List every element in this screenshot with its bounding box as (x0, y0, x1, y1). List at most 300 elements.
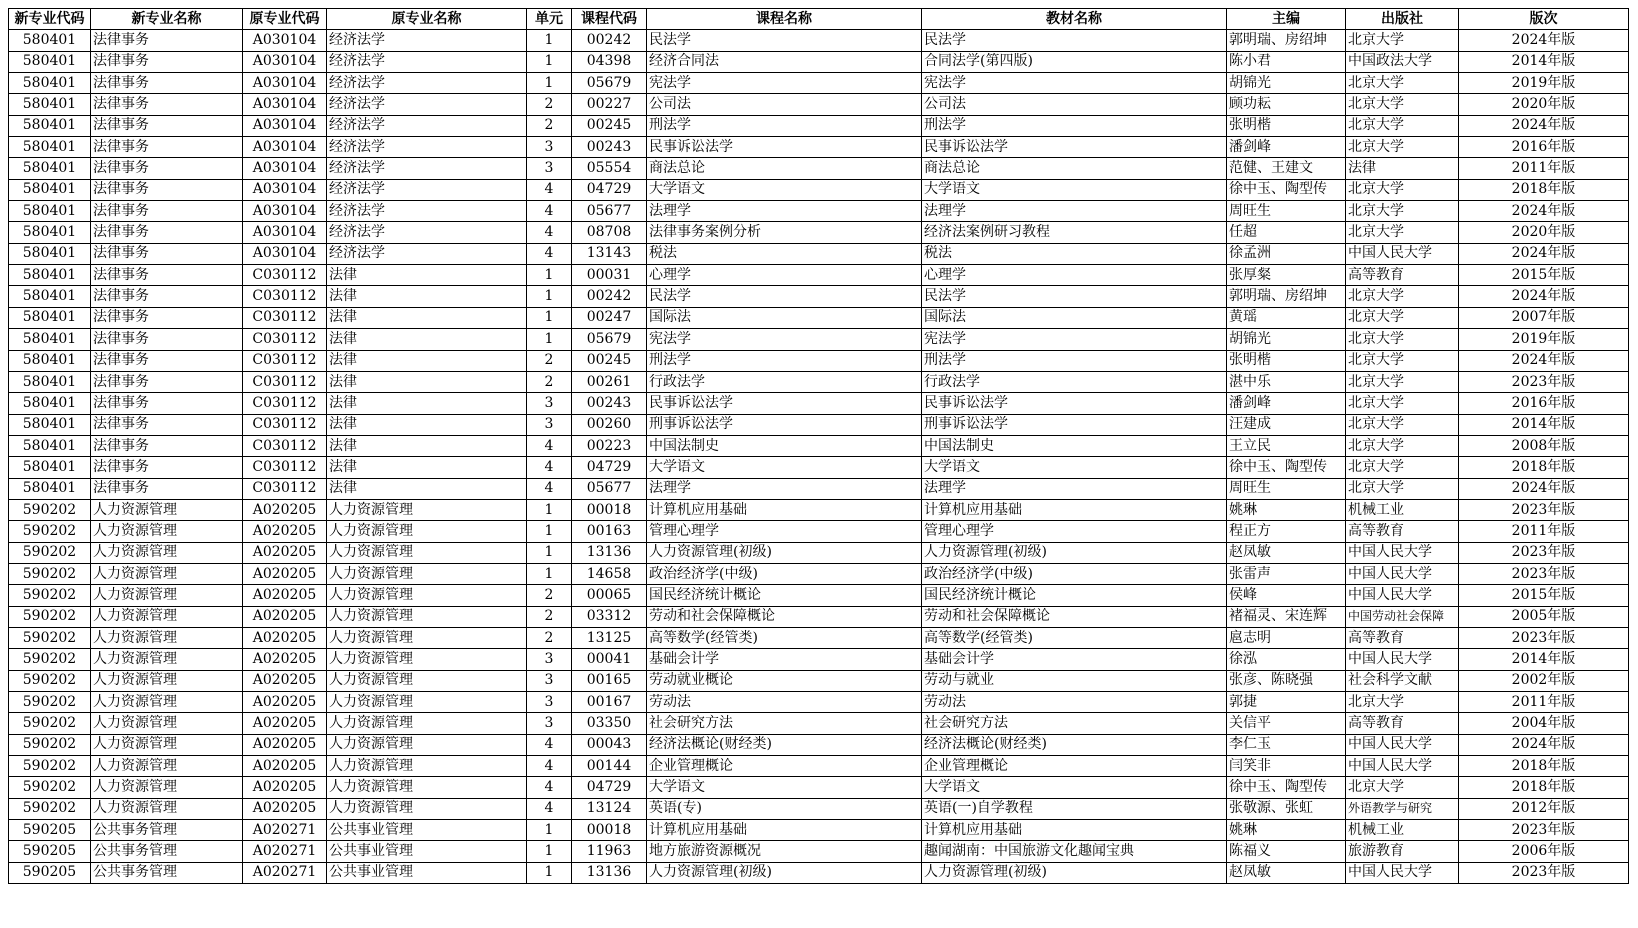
cell-new-major-code: 590202 (9, 734, 91, 755)
cell-publisher: 中国人民大学 (1346, 542, 1459, 563)
cell-new-major-name: 人力资源管理 (91, 734, 243, 755)
cell-course-code: 05679 (572, 73, 647, 94)
cell-old-major-code: A030104 (243, 158, 327, 179)
cell-course-code: 13143 (572, 243, 647, 264)
cell-textbook-name: 中国法制史 (922, 435, 1227, 456)
table-row (9, 820, 1629, 841)
cell-edition: 2024年版 (1459, 478, 1629, 499)
cell-old-major-code: A020205 (243, 585, 327, 606)
cell-course-name: 管理心理学 (647, 521, 922, 542)
cell-edition: 2018年版 (1459, 179, 1629, 200)
cell-course-name: 人力资源管理(初级) (647, 862, 922, 883)
cell-old-major-code: A020205 (243, 692, 327, 713)
cell-editor: 胡锦光 (1227, 73, 1346, 94)
cell-textbook-name: 劳动与就业 (922, 670, 1227, 691)
cell-new-major-code: 580401 (9, 30, 91, 51)
cell-textbook-name: 国际法 (922, 307, 1227, 328)
cell-textbook-name: 民事诉讼法学 (922, 137, 1227, 158)
cell-unit: 3 (527, 137, 572, 158)
cell-textbook-name: 计算机应用基础 (922, 499, 1227, 520)
cell-edition: 2019年版 (1459, 329, 1629, 350)
cell-textbook-name: 企业管理概论 (922, 756, 1227, 777)
table-row (9, 478, 1629, 499)
cell-textbook-name: 民法学 (922, 30, 1227, 51)
cell-textbook-name: 公司法 (922, 94, 1227, 115)
cell-edition: 2004年版 (1459, 713, 1629, 734)
cell-textbook-name: 高等数学(经管类) (922, 627, 1227, 648)
cell-unit: 1 (527, 563, 572, 584)
cell-course-name: 大学语文 (647, 179, 922, 200)
cell-unit: 1 (527, 820, 572, 841)
cell-old-major-code: C030112 (243, 329, 327, 350)
cell-editor: 任超 (1227, 222, 1346, 243)
cell-unit: 2 (527, 94, 572, 115)
cell-unit: 1 (527, 265, 572, 286)
cell-new-major-code: 590202 (9, 798, 91, 819)
cell-new-major-code: 590202 (9, 563, 91, 584)
cell-old-major-code: C030112 (243, 457, 327, 478)
cell-publisher: 北京大学 (1346, 94, 1459, 115)
cell-new-major-code: 580401 (9, 265, 91, 286)
cell-editor: 周旺生 (1227, 478, 1346, 499)
cell-new-major-code: 580401 (9, 393, 91, 414)
table-row (9, 158, 1629, 179)
cell-unit: 1 (527, 499, 572, 520)
cell-new-major-code: 590205 (9, 862, 91, 883)
column-header-old-major-name: 原专业名称 (327, 9, 527, 30)
cell-course-name: 政治经济学(中级) (647, 563, 922, 584)
cell-course-name: 刑法学 (647, 350, 922, 371)
cell-old-major-code: C030112 (243, 371, 327, 392)
cell-course-code: 00018 (572, 499, 647, 520)
cell-editor: 张雷声 (1227, 563, 1346, 584)
cell-unit: 1 (527, 30, 572, 51)
cell-unit: 1 (527, 542, 572, 563)
cell-new-major-code: 580401 (9, 73, 91, 94)
cell-publisher: 北京大学 (1346, 307, 1459, 328)
cell-unit: 3 (527, 649, 572, 670)
cell-new-major-name: 人力资源管理 (91, 499, 243, 520)
cell-edition: 2002年版 (1459, 670, 1629, 691)
cell-edition: 2023年版 (1459, 862, 1629, 883)
cell-unit: 1 (527, 73, 572, 94)
cell-course-name: 税法 (647, 243, 922, 264)
cell-edition: 2024年版 (1459, 30, 1629, 51)
cell-edition: 2012年版 (1459, 798, 1629, 819)
cell-old-major-code: A020205 (243, 777, 327, 798)
cell-old-major-name: 法律 (327, 286, 527, 307)
cell-new-major-name: 法律事务 (91, 115, 243, 136)
cell-editor: 顾功耘 (1227, 94, 1346, 115)
table-row (9, 414, 1629, 435)
cell-unit: 2 (527, 627, 572, 648)
cell-unit: 3 (527, 713, 572, 734)
cell-old-major-name: 人力资源管理 (327, 734, 527, 755)
cell-edition: 2023年版 (1459, 499, 1629, 520)
cell-old-major-name: 法律 (327, 329, 527, 350)
cell-course-code: 04729 (572, 457, 647, 478)
cell-editor: 徐泓 (1227, 649, 1346, 670)
cell-course-code: 00223 (572, 435, 647, 456)
table-row (9, 350, 1629, 371)
cell-new-major-name: 人力资源管理 (91, 542, 243, 563)
cell-course-code: 00243 (572, 137, 647, 158)
cell-unit: 3 (527, 692, 572, 713)
table-row (9, 329, 1629, 350)
cell-course-code: 00245 (572, 115, 647, 136)
column-header-publisher: 出版社 (1346, 9, 1459, 30)
cell-old-major-code: A030104 (243, 73, 327, 94)
cell-old-major-code: C030112 (243, 435, 327, 456)
column-header-old-major-code: 原专业代码 (243, 9, 327, 30)
cell-new-major-name: 法律事务 (91, 51, 243, 72)
cell-new-major-code: 580401 (9, 51, 91, 72)
table-row (9, 307, 1629, 328)
cell-textbook-name: 刑法学 (922, 350, 1227, 371)
cell-publisher: 机械工业 (1346, 820, 1459, 841)
cell-new-major-code: 580401 (9, 350, 91, 371)
cell-editor: 闫笑非 (1227, 756, 1346, 777)
cell-course-name: 心理学 (647, 265, 922, 286)
table-row (9, 435, 1629, 456)
cell-unit: 2 (527, 115, 572, 136)
cell-unit: 4 (527, 179, 572, 200)
cell-course-name: 基础会计学 (647, 649, 922, 670)
cell-editor: 侯峰 (1227, 585, 1346, 606)
cell-publisher: 中国人民大学 (1346, 756, 1459, 777)
cell-editor: 赵凤敏 (1227, 862, 1346, 883)
cell-unit: 4 (527, 243, 572, 264)
cell-course-code: 03312 (572, 606, 647, 627)
cell-unit: 4 (527, 457, 572, 478)
cell-new-major-code: 580401 (9, 435, 91, 456)
cell-course-code: 00243 (572, 393, 647, 414)
cell-old-major-code: C030112 (243, 307, 327, 328)
cell-new-major-name: 人力资源管理 (91, 713, 243, 734)
cell-unit: 2 (527, 585, 572, 606)
cell-publisher: 高等教育 (1346, 713, 1459, 734)
cell-course-code: 00041 (572, 649, 647, 670)
cell-new-major-name: 人力资源管理 (91, 585, 243, 606)
cell-course-name: 大学语文 (647, 457, 922, 478)
cell-editor: 李仁玉 (1227, 734, 1346, 755)
table-row (9, 542, 1629, 563)
cell-publisher: 北京大学 (1346, 201, 1459, 222)
column-header-course-code: 课程代码 (572, 9, 647, 30)
cell-new-major-code: 590202 (9, 585, 91, 606)
table-row (9, 649, 1629, 670)
cell-old-major-name: 法律 (327, 265, 527, 286)
cell-publisher: 北京大学 (1346, 30, 1459, 51)
cell-edition: 2005年版 (1459, 606, 1629, 627)
cell-old-major-name: 经济法学 (327, 94, 527, 115)
cell-publisher: 北京大学 (1346, 115, 1459, 136)
cell-new-major-code: 590202 (9, 777, 91, 798)
table-row (9, 222, 1629, 243)
cell-old-major-code: A030104 (243, 243, 327, 264)
cell-unit: 3 (527, 158, 572, 179)
cell-old-major-code: A030104 (243, 201, 327, 222)
cell-old-major-name: 人力资源管理 (327, 499, 527, 520)
cell-old-major-name: 法律 (327, 478, 527, 499)
cell-textbook-name: 基础会计学 (922, 649, 1227, 670)
cell-old-major-name: 人力资源管理 (327, 542, 527, 563)
cell-new-major-name: 法律事务 (91, 73, 243, 94)
cell-unit: 1 (527, 329, 572, 350)
cell-course-name: 高等数学(经管类) (647, 627, 922, 648)
cell-old-major-name: 人力资源管理 (327, 777, 527, 798)
cell-old-major-code: A020205 (243, 798, 327, 819)
cell-course-name: 民法学 (647, 30, 922, 51)
cell-editor: 张厚粲 (1227, 265, 1346, 286)
cell-textbook-name: 大学语文 (922, 777, 1227, 798)
cell-course-name: 行政法学 (647, 371, 922, 392)
cell-edition: 2014年版 (1459, 51, 1629, 72)
cell-editor: 汪建成 (1227, 414, 1346, 435)
cell-new-major-name: 法律事务 (91, 94, 243, 115)
cell-course-code: 03350 (572, 713, 647, 734)
cell-editor: 王立民 (1227, 435, 1346, 456)
cell-new-major-code: 580401 (9, 243, 91, 264)
cell-old-major-code: A020205 (243, 542, 327, 563)
cell-old-major-name: 经济法学 (327, 243, 527, 264)
cell-old-major-name: 公共事业管理 (327, 820, 527, 841)
cell-old-major-name: 经济法学 (327, 30, 527, 51)
table-row (9, 670, 1629, 691)
cell-new-major-name: 人力资源管理 (91, 649, 243, 670)
cell-course-code: 00065 (572, 585, 647, 606)
cell-textbook-name: 经济法案例研习教程 (922, 222, 1227, 243)
table-row (9, 243, 1629, 264)
cell-course-name: 英语(专) (647, 798, 922, 819)
cell-new-major-code: 590202 (9, 521, 91, 542)
cell-old-major-code: A030104 (243, 30, 327, 51)
column-header-new-major-name: 新专业名称 (91, 9, 243, 30)
cell-new-major-name: 法律事务 (91, 457, 243, 478)
cell-new-major-code: 580401 (9, 329, 91, 350)
cell-textbook-name: 人力资源管理(初级) (922, 542, 1227, 563)
table-row (9, 201, 1629, 222)
cell-old-major-code: A020205 (243, 713, 327, 734)
cell-course-name: 宪法学 (647, 329, 922, 350)
cell-new-major-code: 590202 (9, 627, 91, 648)
cell-publisher: 北京大学 (1346, 137, 1459, 158)
cell-textbook-name: 民事诉讼法学 (922, 393, 1227, 414)
cell-textbook-name: 英语(一)自学教程 (922, 798, 1227, 819)
cell-edition: 2019年版 (1459, 73, 1629, 94)
cell-course-code: 05677 (572, 478, 647, 499)
cell-publisher: 高等教育 (1346, 521, 1459, 542)
cell-old-major-code: C030112 (243, 478, 327, 499)
cell-old-major-code: A020205 (243, 499, 327, 520)
column-header-editor: 主编 (1227, 9, 1346, 30)
cell-new-major-name: 法律事务 (91, 179, 243, 200)
cell-old-major-code: A030104 (243, 179, 327, 200)
cell-new-major-code: 580401 (9, 371, 91, 392)
cell-course-name: 公司法 (647, 94, 922, 115)
cell-old-major-name: 经济法学 (327, 137, 527, 158)
cell-old-major-name: 法律 (327, 307, 527, 328)
cell-course-name: 民事诉讼法学 (647, 137, 922, 158)
cell-publisher: 外语教学与研究 (1346, 798, 1459, 819)
cell-course-code: 13136 (572, 862, 647, 883)
cell-unit: 4 (527, 756, 572, 777)
cell-course-name: 人力资源管理(初级) (647, 542, 922, 563)
cell-course-code: 05677 (572, 201, 647, 222)
cell-old-major-name: 经济法学 (327, 51, 527, 72)
cell-old-major-name: 人力资源管理 (327, 798, 527, 819)
cell-old-major-code: C030112 (243, 265, 327, 286)
table-row (9, 94, 1629, 115)
table-row (9, 137, 1629, 158)
cell-course-code: 00144 (572, 756, 647, 777)
cell-publisher: 机械工业 (1346, 499, 1459, 520)
table-row (9, 563, 1629, 584)
cell-old-major-name: 人力资源管理 (327, 606, 527, 627)
cell-editor: 张明楷 (1227, 115, 1346, 136)
cell-editor: 郭明瑞、房绍坤 (1227, 286, 1346, 307)
cell-old-major-name: 公共事业管理 (327, 862, 527, 883)
cell-course-code: 00261 (572, 371, 647, 392)
table-row (9, 457, 1629, 478)
cell-textbook-name: 合同法学(第四版) (922, 51, 1227, 72)
cell-old-major-name: 经济法学 (327, 115, 527, 136)
cell-edition: 2020年版 (1459, 222, 1629, 243)
cell-publisher: 北京大学 (1346, 286, 1459, 307)
cell-course-name: 劳动和社会保障概论 (647, 606, 922, 627)
cell-edition: 2024年版 (1459, 286, 1629, 307)
cell-edition: 2023年版 (1459, 820, 1629, 841)
cell-new-major-name: 公共事务管理 (91, 862, 243, 883)
cell-textbook-name: 刑法学 (922, 115, 1227, 136)
cell-edition: 2011年版 (1459, 692, 1629, 713)
cell-new-major-code: 580401 (9, 158, 91, 179)
cell-new-major-code: 590202 (9, 713, 91, 734)
table-row (9, 734, 1629, 755)
cell-new-major-name: 法律事务 (91, 414, 243, 435)
table-row (9, 585, 1629, 606)
cell-edition: 2016年版 (1459, 393, 1629, 414)
column-header-edition: 版次 (1459, 9, 1629, 30)
cell-course-code: 08708 (572, 222, 647, 243)
cell-course-name: 计算机应用基础 (647, 499, 922, 520)
cell-new-major-code: 580401 (9, 222, 91, 243)
cell-editor: 姚琳 (1227, 820, 1346, 841)
cell-textbook-name: 法理学 (922, 478, 1227, 499)
table-row (9, 371, 1629, 392)
cell-editor: 褚福灵、宋连辉 (1227, 606, 1346, 627)
cell-course-code: 00167 (572, 692, 647, 713)
cell-publisher: 中国人民大学 (1346, 585, 1459, 606)
cell-unit: 1 (527, 286, 572, 307)
cell-course-code: 00165 (572, 670, 647, 691)
table-body (9, 30, 1629, 884)
cell-old-major-name: 人力资源管理 (327, 521, 527, 542)
cell-new-major-name: 人力资源管理 (91, 563, 243, 584)
cell-old-major-name: 人力资源管理 (327, 585, 527, 606)
cell-new-major-code: 580401 (9, 201, 91, 222)
cell-course-name: 国民经济统计概论 (647, 585, 922, 606)
cell-publisher: 北京大学 (1346, 179, 1459, 200)
cell-old-major-name: 人力资源管理 (327, 627, 527, 648)
cell-publisher: 北京大学 (1346, 350, 1459, 371)
cell-unit: 4 (527, 222, 572, 243)
cell-course-name: 法理学 (647, 201, 922, 222)
column-header-textbook-name: 教材名称 (922, 9, 1227, 30)
cell-new-major-name: 人力资源管理 (91, 692, 243, 713)
cell-new-major-code: 580401 (9, 115, 91, 136)
cell-old-major-name: 人力资源管理 (327, 713, 527, 734)
cell-new-major-name: 法律事务 (91, 307, 243, 328)
cell-course-name: 社会研究方法 (647, 713, 922, 734)
cell-publisher: 北京大学 (1346, 329, 1459, 350)
cell-editor: 陈福义 (1227, 841, 1346, 862)
header-row (9, 9, 1629, 30)
cell-course-code: 00031 (572, 265, 647, 286)
cell-new-major-code: 590202 (9, 606, 91, 627)
cell-new-major-name: 法律事务 (91, 286, 243, 307)
cell-new-major-code: 580401 (9, 457, 91, 478)
cell-new-major-name: 法律事务 (91, 350, 243, 371)
cell-unit: 1 (527, 521, 572, 542)
cell-textbook-name: 国民经济统计概论 (922, 585, 1227, 606)
cell-new-major-name: 法律事务 (91, 30, 243, 51)
cell-edition: 2015年版 (1459, 585, 1629, 606)
cell-editor: 周旺生 (1227, 201, 1346, 222)
cell-unit: 4 (527, 478, 572, 499)
cell-new-major-code: 590205 (9, 820, 91, 841)
cell-textbook-name: 计算机应用基础 (922, 820, 1227, 841)
cell-new-major-code: 580401 (9, 478, 91, 499)
cell-editor: 徐孟洲 (1227, 243, 1346, 264)
cell-old-major-code: A030104 (243, 115, 327, 136)
cell-editor: 徐中玉、陶型传 (1227, 777, 1346, 798)
cell-publisher: 北京大学 (1346, 222, 1459, 243)
column-header-new-major-code: 新专业代码 (9, 9, 91, 30)
cell-textbook-name: 刑事诉讼法学 (922, 414, 1227, 435)
cell-new-major-name: 人力资源管理 (91, 756, 243, 777)
cell-new-major-name: 公共事务管理 (91, 820, 243, 841)
cell-old-major-code: C030112 (243, 350, 327, 371)
cell-unit: 4 (527, 798, 572, 819)
cell-old-major-code: C030112 (243, 393, 327, 414)
cell-publisher: 北京大学 (1346, 435, 1459, 456)
cell-publisher: 北京大学 (1346, 393, 1459, 414)
cell-unit: 2 (527, 350, 572, 371)
cell-textbook-name: 税法 (922, 243, 1227, 264)
cell-old-major-name: 人力资源管理 (327, 756, 527, 777)
cell-new-major-code: 590202 (9, 499, 91, 520)
cell-old-major-code: A030104 (243, 51, 327, 72)
cell-edition: 2024年版 (1459, 350, 1629, 371)
table-row (9, 841, 1629, 862)
cell-new-major-name: 法律事务 (91, 243, 243, 264)
cell-edition: 2018年版 (1459, 777, 1629, 798)
cell-new-major-name: 法律事务 (91, 435, 243, 456)
cell-textbook-name: 劳动法 (922, 692, 1227, 713)
cell-course-code: 00242 (572, 30, 647, 51)
cell-unit: 3 (527, 393, 572, 414)
cell-unit: 2 (527, 606, 572, 627)
cell-old-major-name: 人力资源管理 (327, 563, 527, 584)
cell-publisher: 中国人民大学 (1346, 243, 1459, 264)
cell-course-code: 00245 (572, 350, 647, 371)
cell-publisher: 旅游教育 (1346, 841, 1459, 862)
cell-course-code: 04729 (572, 777, 647, 798)
cell-new-major-code: 580401 (9, 414, 91, 435)
cell-publisher: 北京大学 (1346, 457, 1459, 478)
cell-editor: 姚琳 (1227, 499, 1346, 520)
